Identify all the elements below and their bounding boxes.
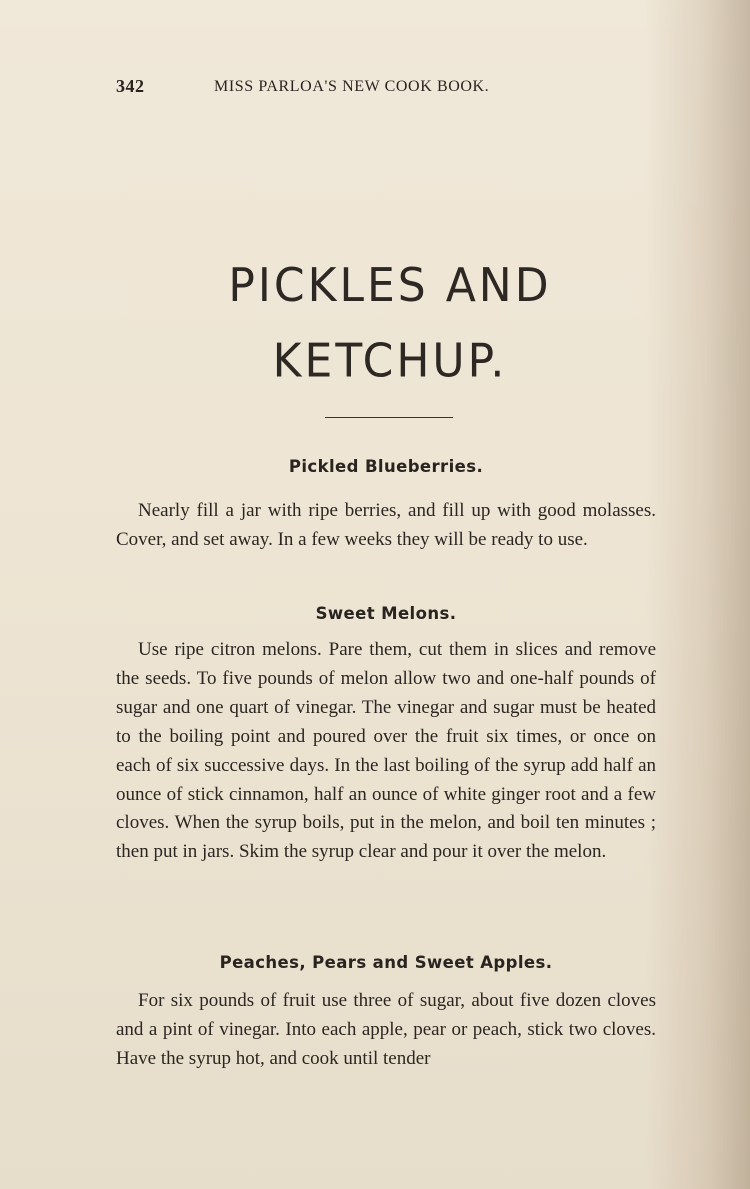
running-header (116, 76, 656, 100)
book-title: MISS PARLOA'S NEW COOK BOOK. (214, 78, 490, 95)
chapter-title (90, 248, 690, 399)
recipe-text-pickled-blueberries: Nearly fill a jar with ripe berries, and fill up with good molasses. Cover, and set away. In a few weeks they will be ready to use. (116, 500, 656, 550)
recipe-text-sweet-melons: Use ripe citron melons. Pare them, cut them in slices and remove the seeds. To five pounds of melon allow two and one-half pounds of sugar and one quart of vinegar. The vinegar and sugar must be heated to the boiling point and poured over the fruit six times, or once on each of six successive days. In the last boiling of the syrup add half an ounce of stick cinnamon, half an ounce of white ginger root and a few cloves. When the syrup boils, put in the melon, and boil ten minutes ; then put in jars. Skim the syrup clear and pour it over the melon. (116, 639, 656, 863)
recipe-heading-pickled-blueberries: Pickled Blueberries. (288, 457, 484, 476)
recipe-heading-sweet-melons: Sweet Melons. (315, 604, 457, 623)
chapter-title-line-1: PICKLES AND (228, 258, 552, 313)
recipe-text-peaches-pears-apples: For six pounds of fruit use three of sugar, about five dozen cloves and a pint of vinegar. Into each apple, pear or peach, stick two cloves. Have the syrup hot, and cook until tender (116, 990, 656, 1069)
title-divider (325, 417, 453, 418)
page-number: 342 (116, 76, 145, 96)
recipe-heading-peaches-pears-apples: Peaches, Pears and Sweet Apples. (219, 953, 553, 972)
chapter-title-line-2: KETCHUP. (272, 334, 508, 389)
